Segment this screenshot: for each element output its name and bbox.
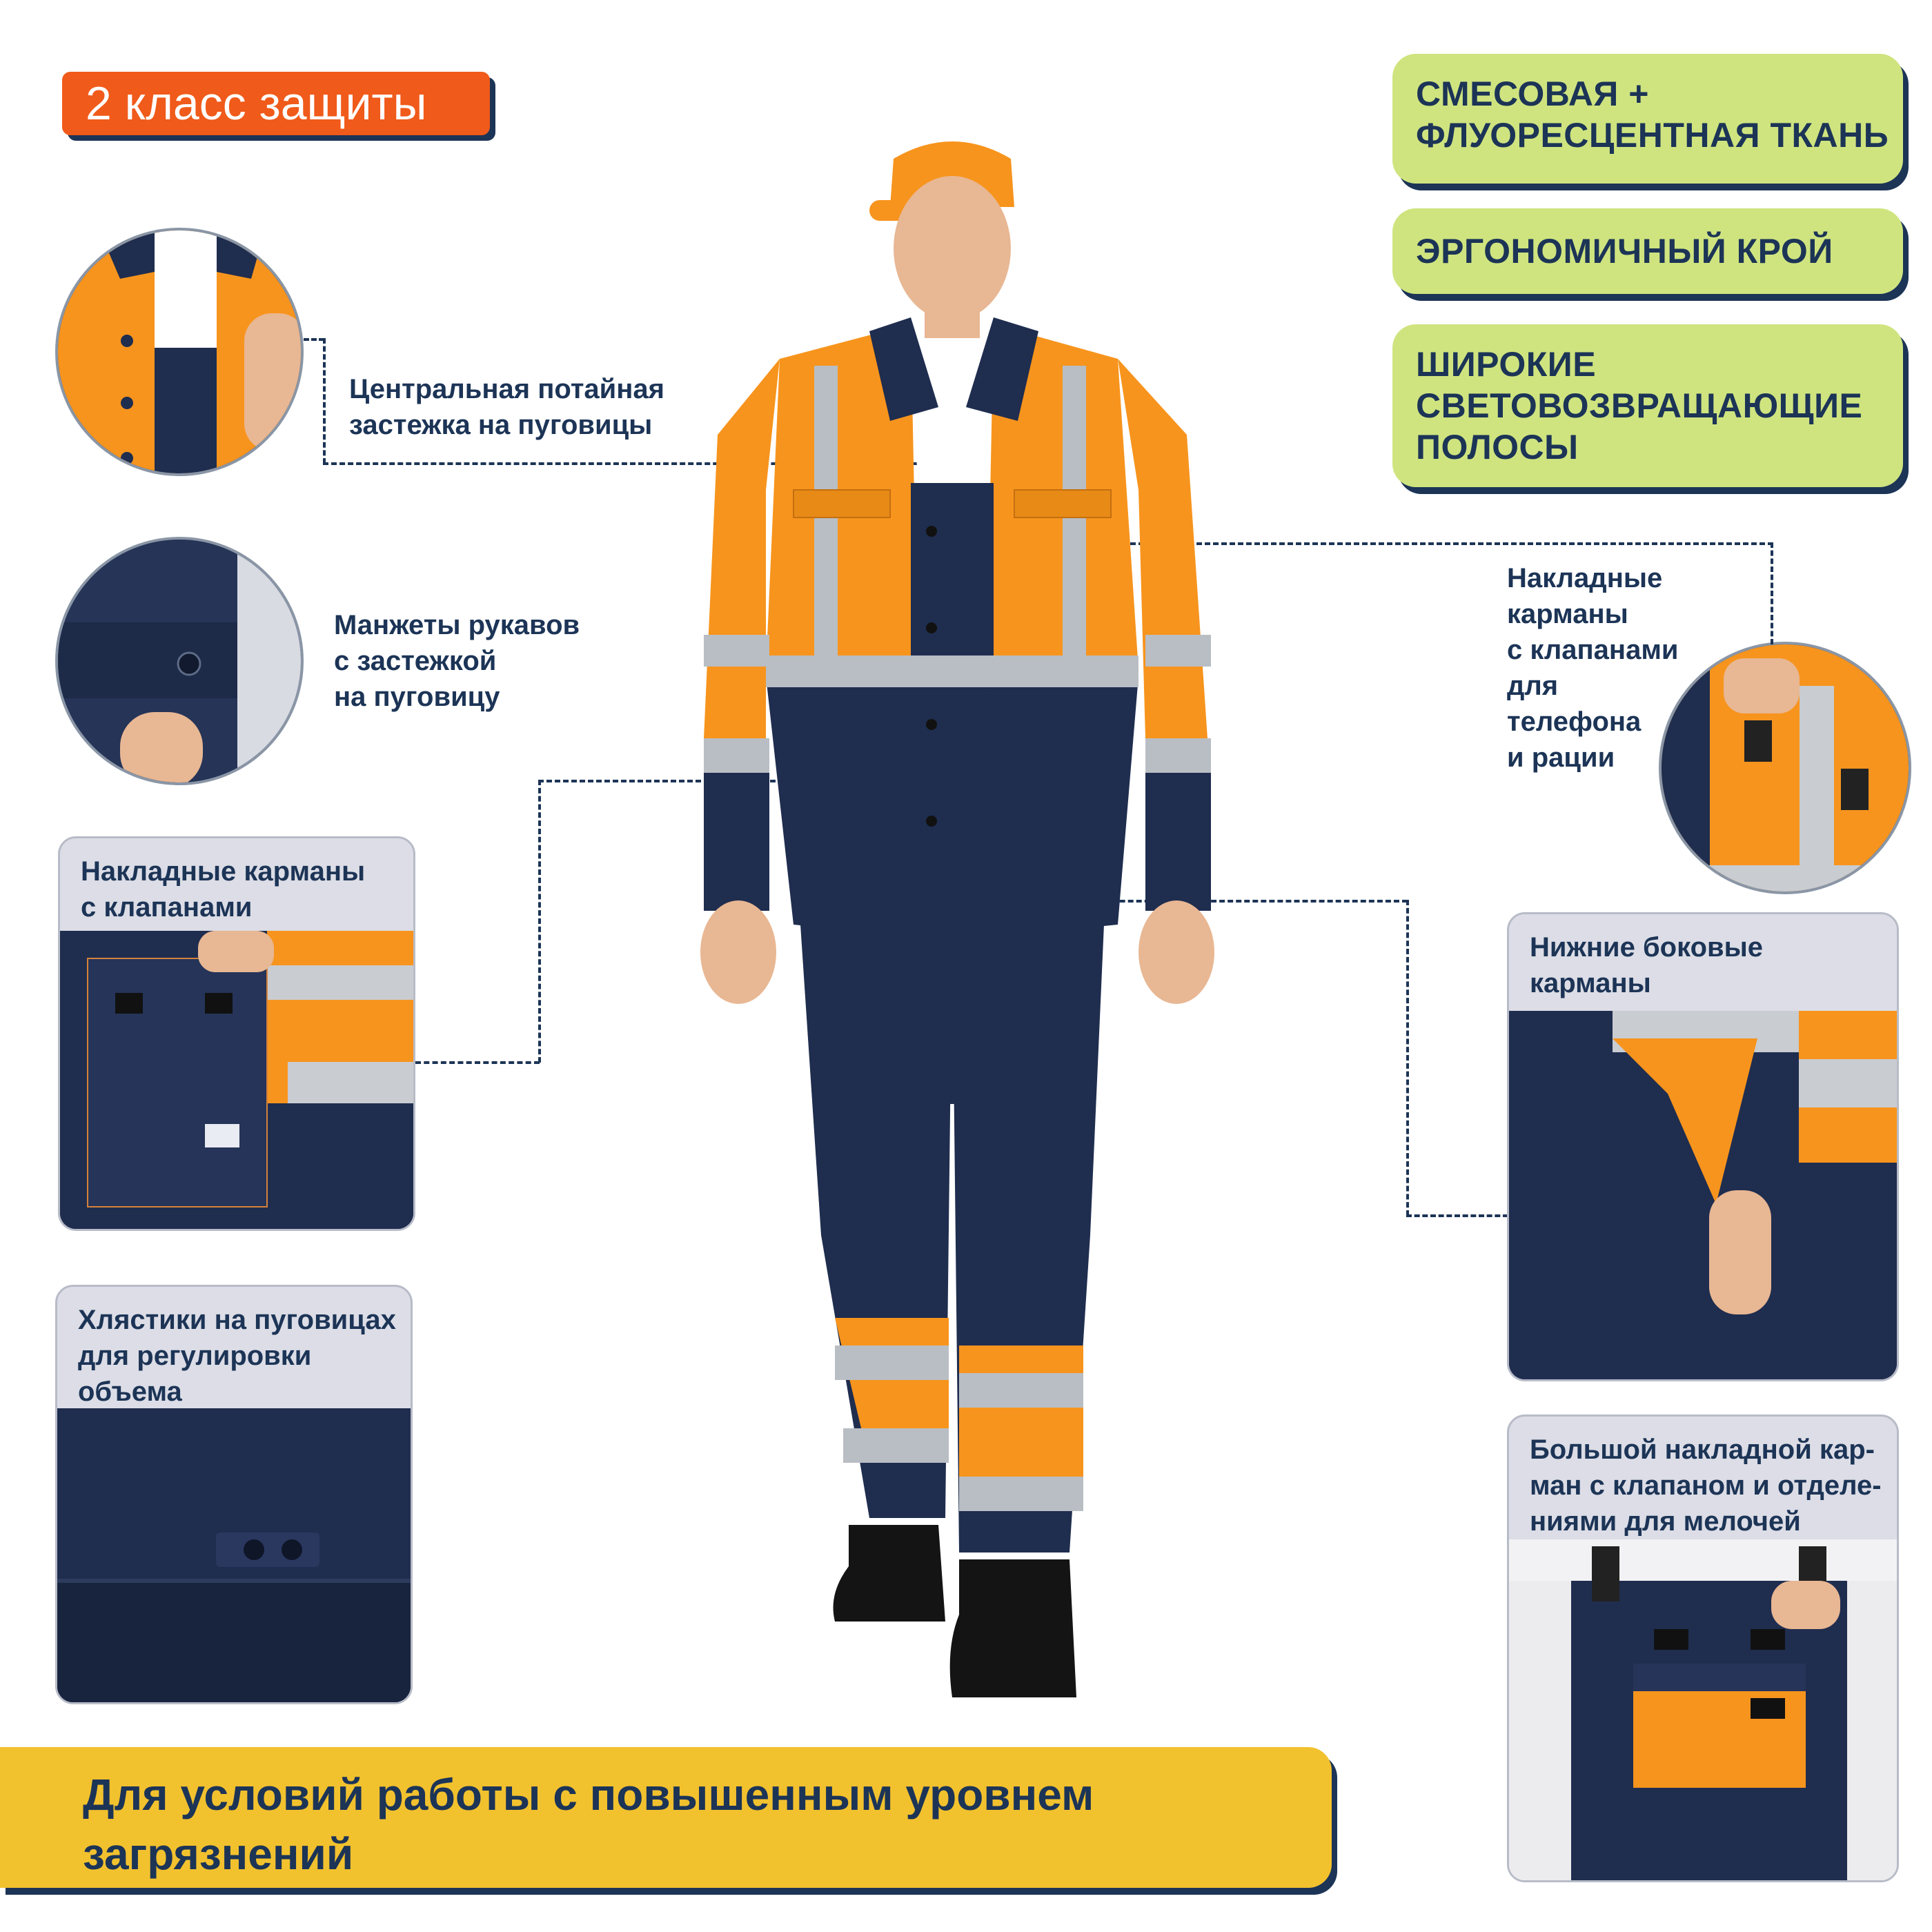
card-flap-line-2: с клапанами bbox=[81, 892, 253, 923]
card-bib-line-2: ман с клапаном и отделе- bbox=[1530, 1470, 1882, 1501]
card-adjust-tabs bbox=[55, 1285, 413, 1704]
usage-banner bbox=[0, 1747, 1332, 1888]
side-pockets-illustration bbox=[1509, 1011, 1899, 1381]
callout-cuffs-line-2: с застежкой bbox=[334, 646, 497, 676]
feature-reflective-line-3: ПОЛОСЫ bbox=[1416, 428, 1579, 466]
callout-phone-line-1: Накладные bbox=[1507, 563, 1663, 593]
leader-fastener-v bbox=[323, 338, 326, 464]
bib-pocket-photo bbox=[1509, 1539, 1897, 1880]
fastener-illustration bbox=[58, 230, 304, 476]
card-tabs-caption bbox=[78, 1302, 397, 1410]
adjust-tabs-illustration bbox=[57, 1408, 413, 1704]
callout-cuffs-line-3: на пуговицу bbox=[334, 682, 500, 712]
adjust-tabs-photo bbox=[57, 1408, 411, 1702]
workwear-illustration bbox=[662, 131, 1263, 1718]
feature-fabric-line-1: СМЕСОВАЯ + bbox=[1416, 75, 1649, 113]
leader-phone-v bbox=[1771, 542, 1773, 644]
card-tabs-line-1: Хлястики на пуговицах bbox=[78, 1305, 396, 1335]
worker-figure bbox=[662, 131, 1263, 1718]
flap-pockets-photo bbox=[60, 931, 413, 1229]
card-tabs-line-2: для регулировки bbox=[78, 1341, 312, 1371]
leader-flap-h2 bbox=[415, 1061, 540, 1064]
card-flap-line-1: Накладные карманы bbox=[81, 856, 366, 887]
leader-fastener-h1 bbox=[304, 338, 324, 341]
bib-pocket-illustration bbox=[1509, 1539, 1899, 1882]
card-bib-caption bbox=[1530, 1432, 1883, 1539]
callout-fastener-line-1: Центральная потайная bbox=[349, 374, 665, 404]
cuff-illustration bbox=[58, 540, 304, 785]
feature-ergonomic-line-1: ЭРГОНОМИЧНЫЙ КРОЙ bbox=[1416, 232, 1833, 270]
usage-banner-line-1: Для условий работы с повышенным уровнем bbox=[83, 1770, 1094, 1820]
feature-fabric-line-2: ФЛУОРЕСЦЕНТНАЯ ТКАНЬ bbox=[1416, 116, 1889, 155]
callout-cuffs bbox=[334, 607, 693, 715]
card-side-line-2: карманы bbox=[1530, 968, 1651, 998]
feature-reflective-line-2: СВЕТОВОЗВРАЩАЮЩИЕ bbox=[1416, 386, 1863, 425]
card-side-caption bbox=[1530, 929, 1883, 1001]
callout-phone-pockets bbox=[1507, 560, 1714, 776]
detail-photo-cuff bbox=[55, 537, 304, 785]
card-tabs-line-3: объема bbox=[78, 1377, 182, 1407]
card-flap-pockets bbox=[58, 836, 415, 1231]
feature-reflective-line-1: ШИРОКИЕ bbox=[1416, 345, 1597, 384]
card-bib-line-3: ниями для мелочей bbox=[1530, 1506, 1801, 1537]
leader-side-v bbox=[1406, 900, 1409, 1216]
callout-fastener-line-2: застежка на пуговицы bbox=[349, 410, 653, 440]
protection-class-badge: 2 класс защиты bbox=[62, 72, 490, 135]
card-bib-pocket bbox=[1507, 1414, 1899, 1882]
side-pockets-photo bbox=[1509, 1011, 1897, 1379]
feature-reflective-stripes bbox=[1392, 324, 1903, 487]
leader-flap-v bbox=[538, 780, 541, 1063]
callout-cuffs-line-1: Манжеты рукавов bbox=[334, 610, 580, 640]
feature-fabric bbox=[1392, 54, 1903, 184]
usage-banner-line-2: загрязнений bbox=[83, 1829, 354, 1879]
feature-ergonomic-cut bbox=[1392, 208, 1903, 294]
callout-phone-line-2: карманы bbox=[1507, 599, 1628, 629]
callout-phone-line-6: и рации bbox=[1507, 742, 1615, 773]
callout-phone-line-4: для bbox=[1507, 671, 1559, 701]
card-side-line-1: Нижние боковые bbox=[1530, 932, 1764, 963]
leader-side-h2 bbox=[1406, 1214, 1508, 1217]
detail-photo-fastener bbox=[55, 228, 304, 476]
card-bib-line-1: Большой накладной кар- bbox=[1530, 1435, 1875, 1465]
flap-pockets-illustration bbox=[60, 931, 415, 1231]
card-flap-caption bbox=[81, 854, 400, 925]
callout-phone-line-3: с клапанами bbox=[1507, 635, 1679, 665]
callout-phone-line-5: телефона bbox=[1507, 707, 1642, 737]
card-side-pockets bbox=[1507, 912, 1899, 1381]
